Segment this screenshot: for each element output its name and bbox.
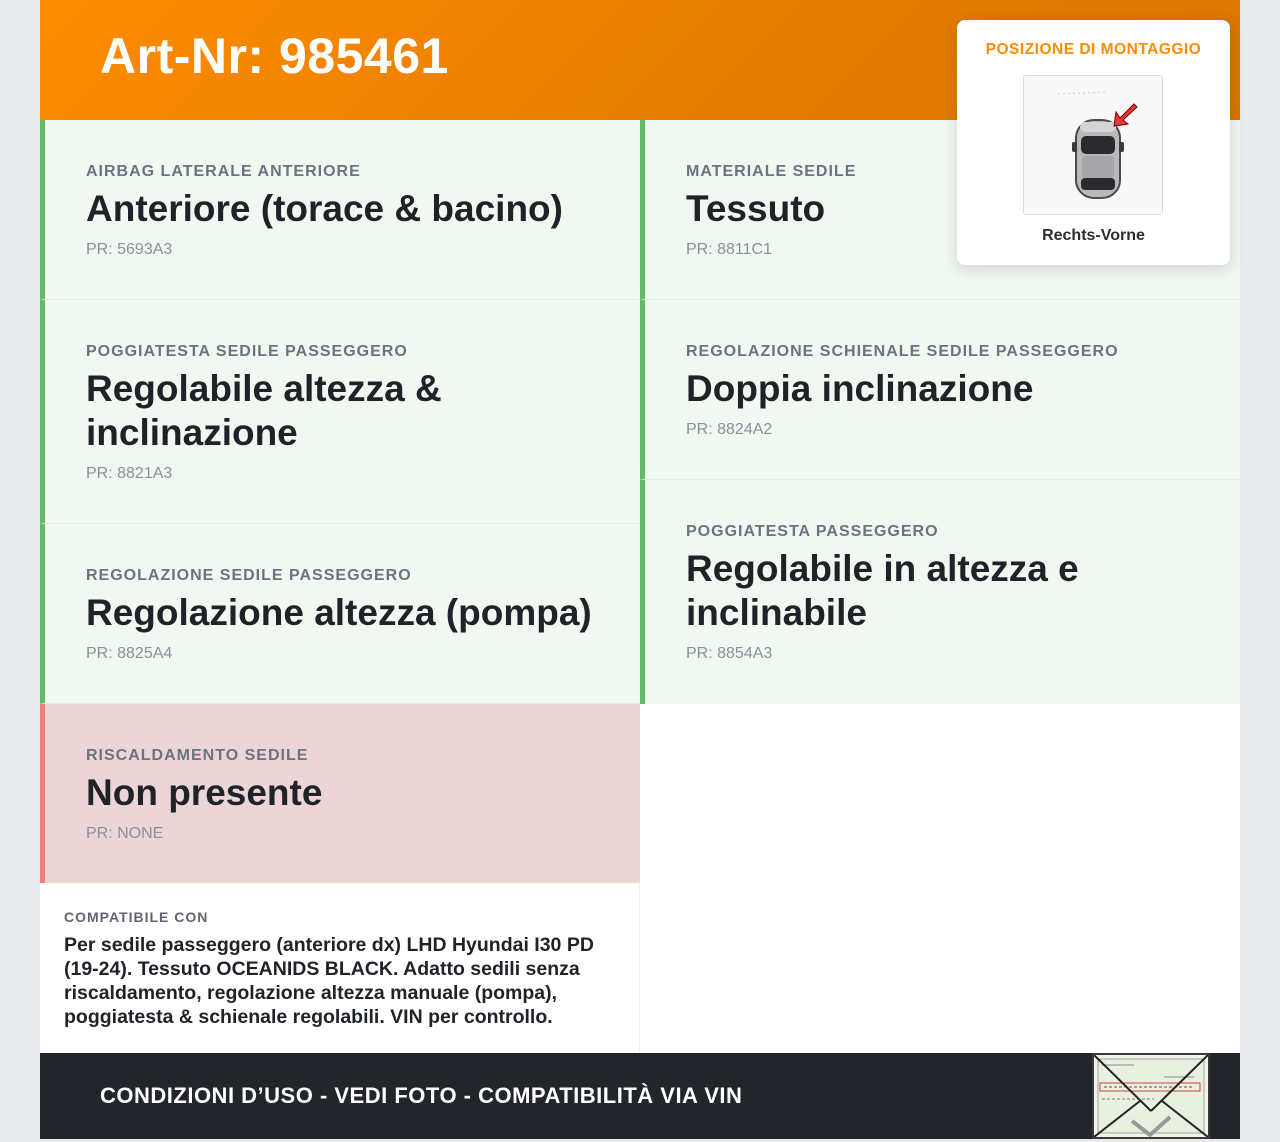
- spec-cell-side-airbag: [40, 120, 640, 300]
- spec-value: Regolabile altezza & inclinazione: [86, 368, 442, 453]
- spec-cell-seat-heating: [40, 704, 640, 884]
- spec-label: POGGIATESTA SEDILE PASSEGGERO: [86, 343, 408, 360]
- mounting-position-caption: Rechts-Vorne: [1042, 227, 1145, 244]
- spec-cell-backrest-adjustment: [640, 300, 1240, 480]
- spec-label: REGOLAZIONE SCHIENALE SEDILE PASSEGGERO: [686, 343, 1119, 360]
- mounting-position-title: POSIZIONE DI MONTAGGIO: [985, 41, 1202, 58]
- spec-pr-code: PR: 8854A3: [686, 645, 773, 662]
- spec-value: Regolazione altezza (pompa): [86, 592, 592, 633]
- article-number-title: Art-Nr: 985461: [100, 28, 449, 84]
- spec-value: Tessuto: [686, 188, 826, 229]
- spec-pr-code: PR: 8824A2: [686, 421, 773, 438]
- spec-pr-code: PR: 8821A3: [86, 465, 173, 482]
- spec-cell-passenger-headrest-seat: [40, 300, 640, 524]
- product-sheet: [40, 0, 1240, 1139]
- spec-value: Non presente: [86, 772, 323, 813]
- footer-bar: [40, 1053, 1240, 1139]
- spec-label: POGGIATESTA PASSEGGERO: [686, 523, 939, 540]
- spec-label: RISCALDAMENTO SEDILE: [86, 747, 309, 764]
- vehicle-document-envelope-icon: [1092, 1053, 1210, 1139]
- mounting-position-card: [957, 20, 1230, 265]
- spec-pr-code: PR: 5693A3: [86, 241, 173, 258]
- compatibility-text: Per sedile passeggero (anteriore dx) LHD Hyundai I30 PD (19-24). Tessuto OCEANIDS BLACK. Adatto sedili senza riscaldamento, regolazione altezza manuale (pompa), poggiatesta & schienale regolabili. VIN per controllo.: [64, 934, 594, 1028]
- spec-pr-code: PR: 8811C1: [686, 241, 772, 258]
- spec-cell-passenger-headrest: [640, 480, 1240, 704]
- footer-terms: CONDIZIONI D’USO - VEDI FOTO - COMPATIBILITÀ VIA VIN: [100, 1083, 743, 1108]
- car-top-view-arrow-icon[interactable]: [1023, 75, 1163, 215]
- spec-cell-seat-adjustment: [40, 524, 640, 704]
- compatibility-section: [40, 883, 640, 1053]
- spec-label: MATERIALE SEDILE: [686, 163, 857, 180]
- compatibility-label: COMPATIBILE CON: [64, 909, 209, 925]
- spec-label: AIRBAG LATERALE ANTERIORE: [86, 163, 361, 180]
- spec-value: Doppia inclinazione: [686, 368, 1034, 409]
- spec-value: Regolabile in altezza e inclinabile: [686, 548, 1079, 633]
- spec-pr-code: PR: NONE: [86, 825, 164, 842]
- spec-value: Anteriore (torace & bacino): [86, 188, 563, 229]
- spec-pr-code: PR: 8825A4: [86, 645, 173, 662]
- spec-label: REGOLAZIONE SEDILE PASSEGGERO: [86, 567, 412, 584]
